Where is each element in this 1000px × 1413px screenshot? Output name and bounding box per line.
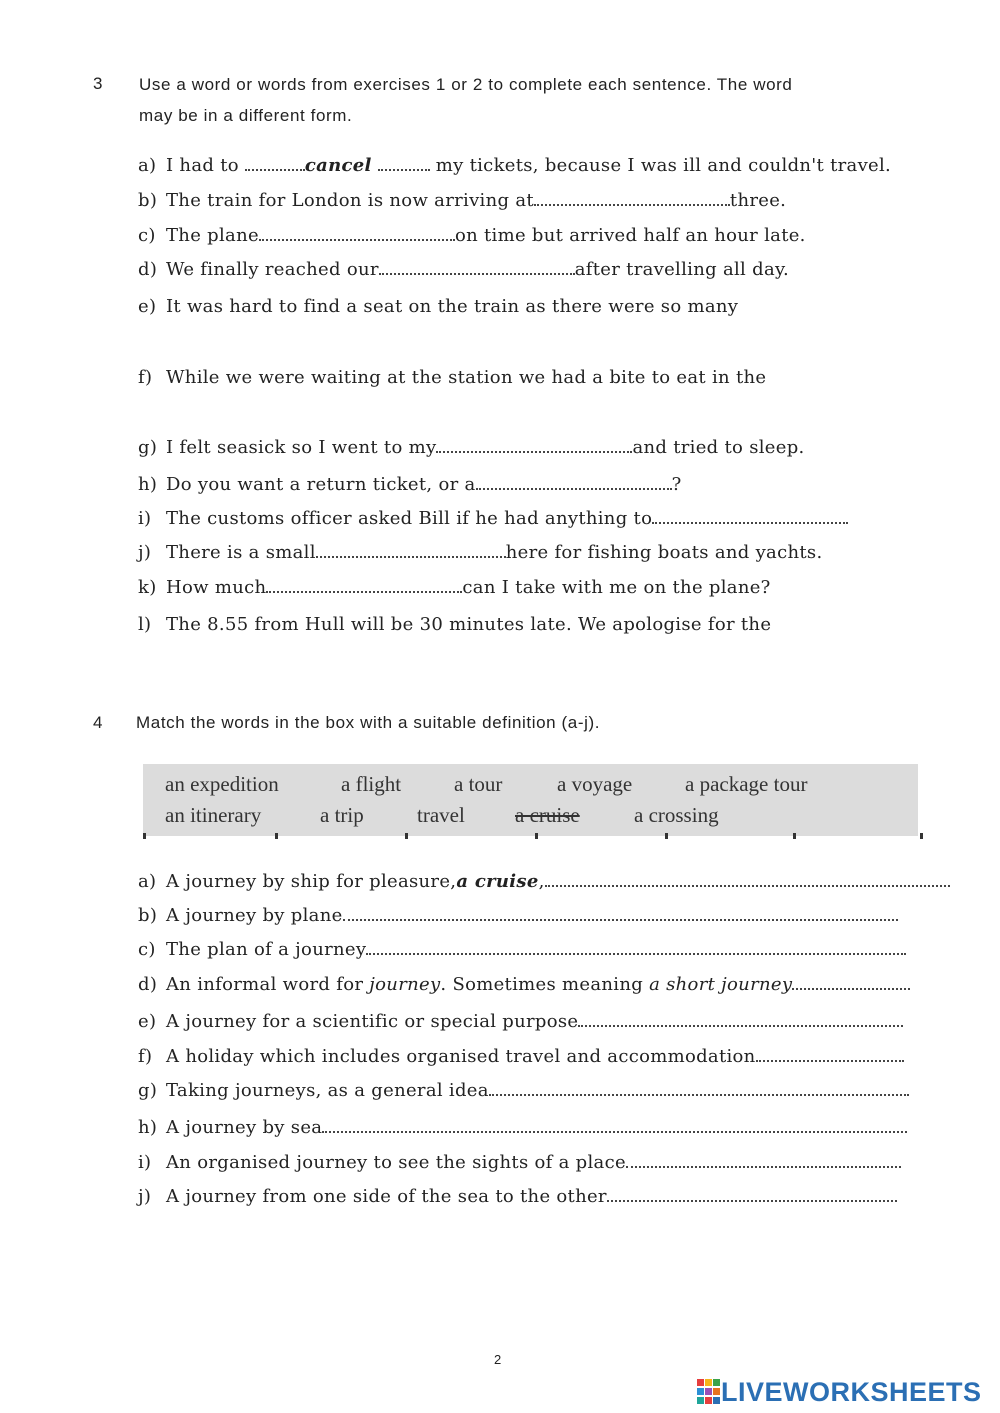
word-box — [143, 764, 918, 836]
divider-tick — [665, 833, 668, 839]
brand-name: LIVEWORKSHEETS — [721, 1376, 982, 1407]
blank-field[interactable] — [379, 259, 575, 275]
exercise-4-instruction: Match the words in the box with a suitable definition (a-j). — [136, 713, 601, 732]
ex3-item-e: e) It was hard to find a seat on the train as there were so many — [138, 296, 739, 317]
ex4-item-c: c) The plan of a journey — [138, 939, 906, 960]
ex4-item-j: j) A journey from one side of the sea to the other — [138, 1186, 897, 1207]
divider-tick — [143, 833, 146, 839]
liveworksheets-logo[interactable] — [697, 1377, 982, 1407]
blank-field[interactable] — [343, 905, 898, 921]
divider-tick — [920, 833, 923, 839]
answer-text: cancel — [304, 155, 372, 176]
liveworksheets-icon — [697, 1379, 721, 1405]
blank-field[interactable] — [436, 437, 632, 453]
ex3-item-i: i) The customs officer asked Bill if he had anything to — [138, 508, 848, 529]
word-a-cruise: a cruise — [515, 803, 580, 827]
blank-field[interactable] — [545, 871, 950, 887]
divider-tick — [275, 833, 278, 839]
word-an-itinerary: an itinerary — [165, 803, 262, 827]
divider-tick — [535, 833, 538, 839]
ex4-item-g: g) Taking journeys, as a general idea — [138, 1080, 909, 1101]
ex4-item-i: i) An organised journey to see the sights of a place — [138, 1152, 901, 1173]
exercise-3-instruction-line1: Use a word or words from exercises 1 or 2 to complete each sentence. The word — [139, 75, 793, 94]
ex3-item-a: a) I had to cancel my tickets, because I was ill and couldn't travel. — [138, 155, 892, 176]
ex4-item-a: a) A journey by ship for pleasure,a cruise, — [138, 871, 950, 892]
ex3-item-f: f) While we were waiting at the station we had a bite to eat in the — [138, 367, 767, 388]
blank-field[interactable] — [366, 939, 906, 955]
blank-field[interactable] — [578, 1011, 903, 1027]
ex4-item-h: h) A journey by sea — [138, 1117, 907, 1138]
ex4-item-d: d) An informal word for journey. Sometimes meaning a short journey — [138, 974, 910, 995]
blank-field[interactable] — [322, 1117, 907, 1133]
blank-field[interactable] — [378, 155, 430, 171]
blank-field[interactable] — [489, 1080, 909, 1096]
word-a-voyage: a voyage — [557, 772, 633, 796]
ex4-item-e: e) A journey for a scientific or special purpose — [138, 1011, 903, 1032]
blank-field[interactable] — [626, 1152, 901, 1168]
ex3-item-l: l) The 8.55 from Hull will be 30 minutes late. We apologise for the — [138, 614, 772, 635]
ex4-item-f: f) A holiday which includes organised travel and accommodation — [138, 1046, 904, 1067]
word-a-package-tour: a package tour — [685, 772, 808, 796]
blank-field[interactable] — [259, 225, 455, 241]
blank-field[interactable] — [245, 155, 305, 171]
word-a-trip: a trip — [320, 803, 364, 827]
ex3-item-h: h) Do you want a return ticket, or a ? — [138, 474, 682, 495]
ex3-item-c: c) The plane on time but arrived half an hour late. — [138, 225, 806, 246]
divider-tick — [793, 833, 796, 839]
exercise-4-number: 4 — [93, 713, 103, 732]
page-number: 2 — [494, 1352, 502, 1367]
blank-field[interactable] — [316, 542, 506, 558]
blank-field[interactable] — [792, 974, 910, 990]
blank-field[interactable] — [534, 190, 730, 206]
word-a-crossing: a crossing — [634, 803, 719, 827]
divider-tick — [405, 833, 408, 839]
ex3-item-b: b) The train for London is now arriving at three. — [138, 190, 787, 211]
blank-field[interactable] — [476, 474, 672, 490]
blank-field[interactable] — [266, 577, 462, 593]
blank-field[interactable] — [607, 1186, 897, 1202]
exercise-3-number: 3 — [93, 74, 103, 93]
ex4-item-b: b) A journey by plane — [138, 905, 898, 926]
exercise-3-instruction — [139, 69, 792, 131]
word-a-tour: a tour — [454, 772, 503, 796]
ex3-item-k: k) How much can I take with me on the plane? — [138, 577, 771, 598]
answer-text: a cruise — [456, 871, 539, 892]
word-travel: travel — [417, 803, 465, 827]
exercise-3-instruction-line2: may be in a different form. — [139, 106, 353, 125]
word-a-flight: a flight — [341, 772, 402, 796]
ex3-item-g: g) I felt seasick so I went to my and tried to sleep. — [138, 437, 805, 458]
blank-field[interactable] — [756, 1046, 904, 1062]
blank-field[interactable] — [652, 508, 848, 524]
word-an-expedition: an expedition — [165, 772, 279, 796]
ex3-item-j: j) There is a small here for fishing boats and yachts. — [138, 542, 823, 563]
ex3-item-d: d) We finally reached our after travelling all day. — [138, 259, 790, 280]
